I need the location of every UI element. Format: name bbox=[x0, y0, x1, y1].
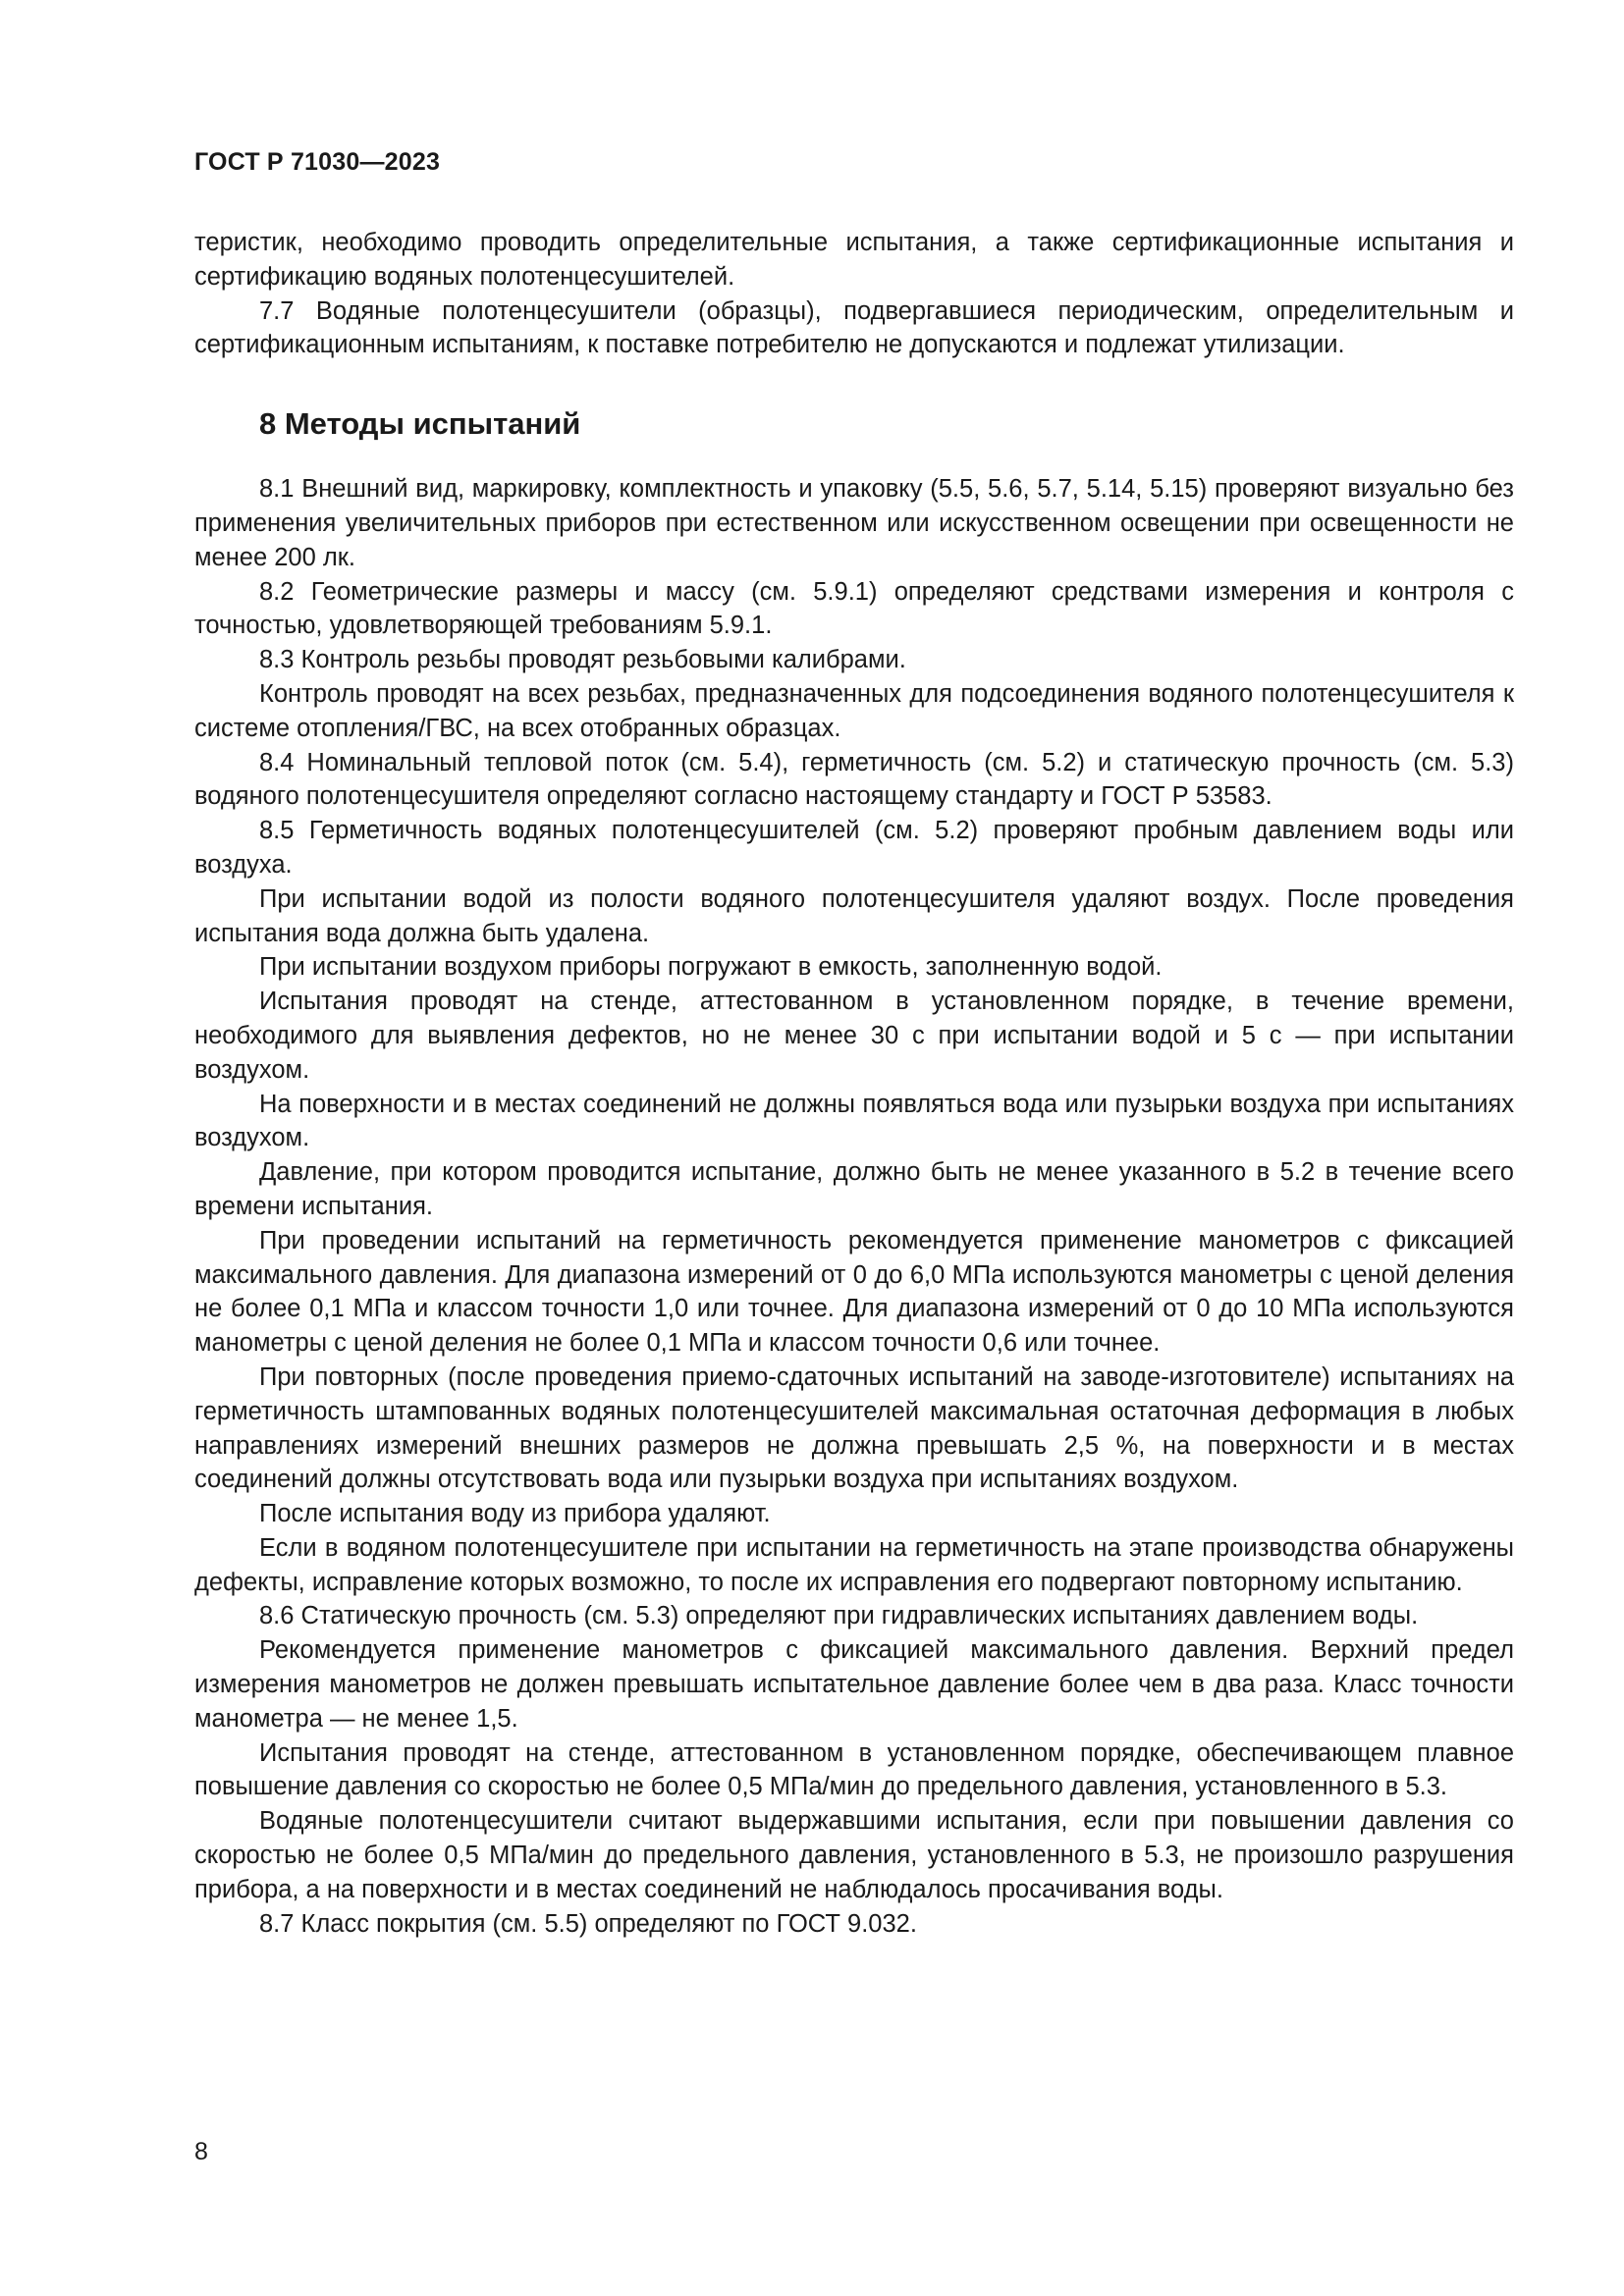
paragraph: Контроль проводят на всех резьбах, предназначенных для подсоединения водяного полотенцесушителя к системе отопления/ГВС, на всех отобранных образцах. bbox=[194, 679, 1514, 742]
document-page bbox=[194, 147, 1514, 1941]
document-header: ГОСТ Р 71030—2023 bbox=[194, 148, 441, 176]
paragraph: 8.2 Геометрические размеры и массу (см. 5.9.1) определяют средствами измерения и контроля с точностью, удовлетворяющей требованиям 5.9.1. bbox=[194, 577, 1514, 640]
paragraph: 8.1 Внешний вид, маркировку, комплектность и упаковку (5.5, 5.6, 5.7, 5.14, 5.15) проверяют визуально без применения увеличительных приборов при естественном или искусственном освещении при освещенности не менее 200 лк. bbox=[194, 475, 1514, 571]
paragraph: 7.7 Водяные полотенцесушители (образцы), подвергавшиеся периодическим, определительным и сертификационным испытаниям, к поставке потребителю не допускаются и подлежат утилизации. bbox=[194, 296, 1514, 359]
paragraph: 8.7 Класс покрытия (см. 5.5) определяют по ГОСТ 9.032. bbox=[259, 1909, 917, 1938]
paragraph: При испытании воздухом приборы погружают в емкость, заполненную водой. bbox=[259, 953, 1163, 982]
paragraph: На поверхности и в местах соединений не должны появляться вода или пузырьки воздуха при испытаниях воздухом. bbox=[194, 1090, 1514, 1152]
paragraph: 8.6 Статическую прочность (см. 5.3) определяют при гидравлических испытаниях давлением воды. bbox=[259, 1602, 1419, 1630]
paragraph: При повторных (после проведения приемо-сдаточных испытаний на заводе-изготовителе) испытаниях на герметичность штампованных водяных полотенцесушителей максимальная остаточная деформация в любых направлениях измерений внешних размеров не должна превышать 2,5 %, на поверхности и в местах соединений должны отсутствовать вода или пузырьки воздуха при испытаниях воздухом. bbox=[194, 1362, 1514, 1494]
paragraph: Если в водяном полотенцесушителе при испытании на герметичность на этапе производства обнаружены дефекты, исправление которых возможно, то после их исправления его подвергают повторному испытанию. bbox=[194, 1533, 1514, 1596]
paragraph: Испытания проводят на стенде, аттестованном в установленном порядке, в течение времени, необходимого для выявления дефектов, но не менее 30 с при испытании водой и 5 с — при испытании воздухом. bbox=[194, 988, 1514, 1084]
paragraph: После испытания воду из прибора удаляют. bbox=[259, 1500, 771, 1528]
paragraph: Водяные полотенцесушители считают выдержавшими испытания, если при повышении давления со скоростью не более 0,5 МПа/мин до предельного давления, установленного в 5.3, не произошло разрушения прибора, а на поверхности и в местах соединений не наблюдалось просачивания воды. bbox=[194, 1807, 1514, 1903]
page-number: 8 bbox=[194, 2138, 208, 2165]
paragraph: 8.3 Контроль резьбы проводят резьбовыми калибрами. bbox=[259, 646, 906, 674]
section-body bbox=[194, 472, 1514, 1941]
paragraph: При проведении испытаний на герметичность рекомендуется применение манометров с фиксацией максимального давления. Для диапазона измерений от 0 до 6,0 МПа используются манометры с ценой деления не более 0,1 МПа и классом точности 1,0 или точнее. Для диапазона измерений от 0 до 10 МПа используются манометры с ценой деления не более 0,1 МПа и классом точности 0,6 или точнее. bbox=[194, 1226, 1514, 1358]
paragraph: Испытания проводят на стенде, аттестованном в установленном порядке, обеспечивающем плавное повышение давления со скоростью не более 0,5 МПа/мин до предельного давления, установленного в 5.3. bbox=[194, 1738, 1514, 1801]
paragraph: Рекомендуется применение манометров с фиксацией максимального давления. Верхний предел измерения манометров не должен превышать испытательное давление более чем в два раза. Класс точности манометра — не менее 1,5. bbox=[194, 1636, 1514, 1733]
section-title: 8 Методы испытаний bbox=[259, 406, 581, 442]
paragraph: При испытании водой из полости водяного полотенцесушителя удаляют воздух. После проведения испытания вода должна быть удалена. bbox=[194, 884, 1514, 947]
paragraph: 8.5 Герметичность водяных полотенцесушителей (см. 5.2) проверяют пробным давлением воды или воздуха. bbox=[194, 817, 1514, 879]
paragraph: Давление, при котором проводится испытание, должно быть не менее указанного в 5.2 в течение всего времени испытания. bbox=[194, 1158, 1514, 1220]
paragraph: 8.4 Номинальный тепловой поток (см. 5.4), герметичность (см. 5.2) и статическую прочность (см. 5.3) водяного полотенцесушителя определяют согласно настоящему стандарту и ГОСТ Р 53583. bbox=[194, 748, 1514, 811]
intro-block bbox=[194, 226, 1514, 362]
paragraph: теристик, необходимо проводить определительные испытания, а также сертификационные испытания и сертификацию водяных полотенцесушителей. bbox=[194, 229, 1514, 291]
